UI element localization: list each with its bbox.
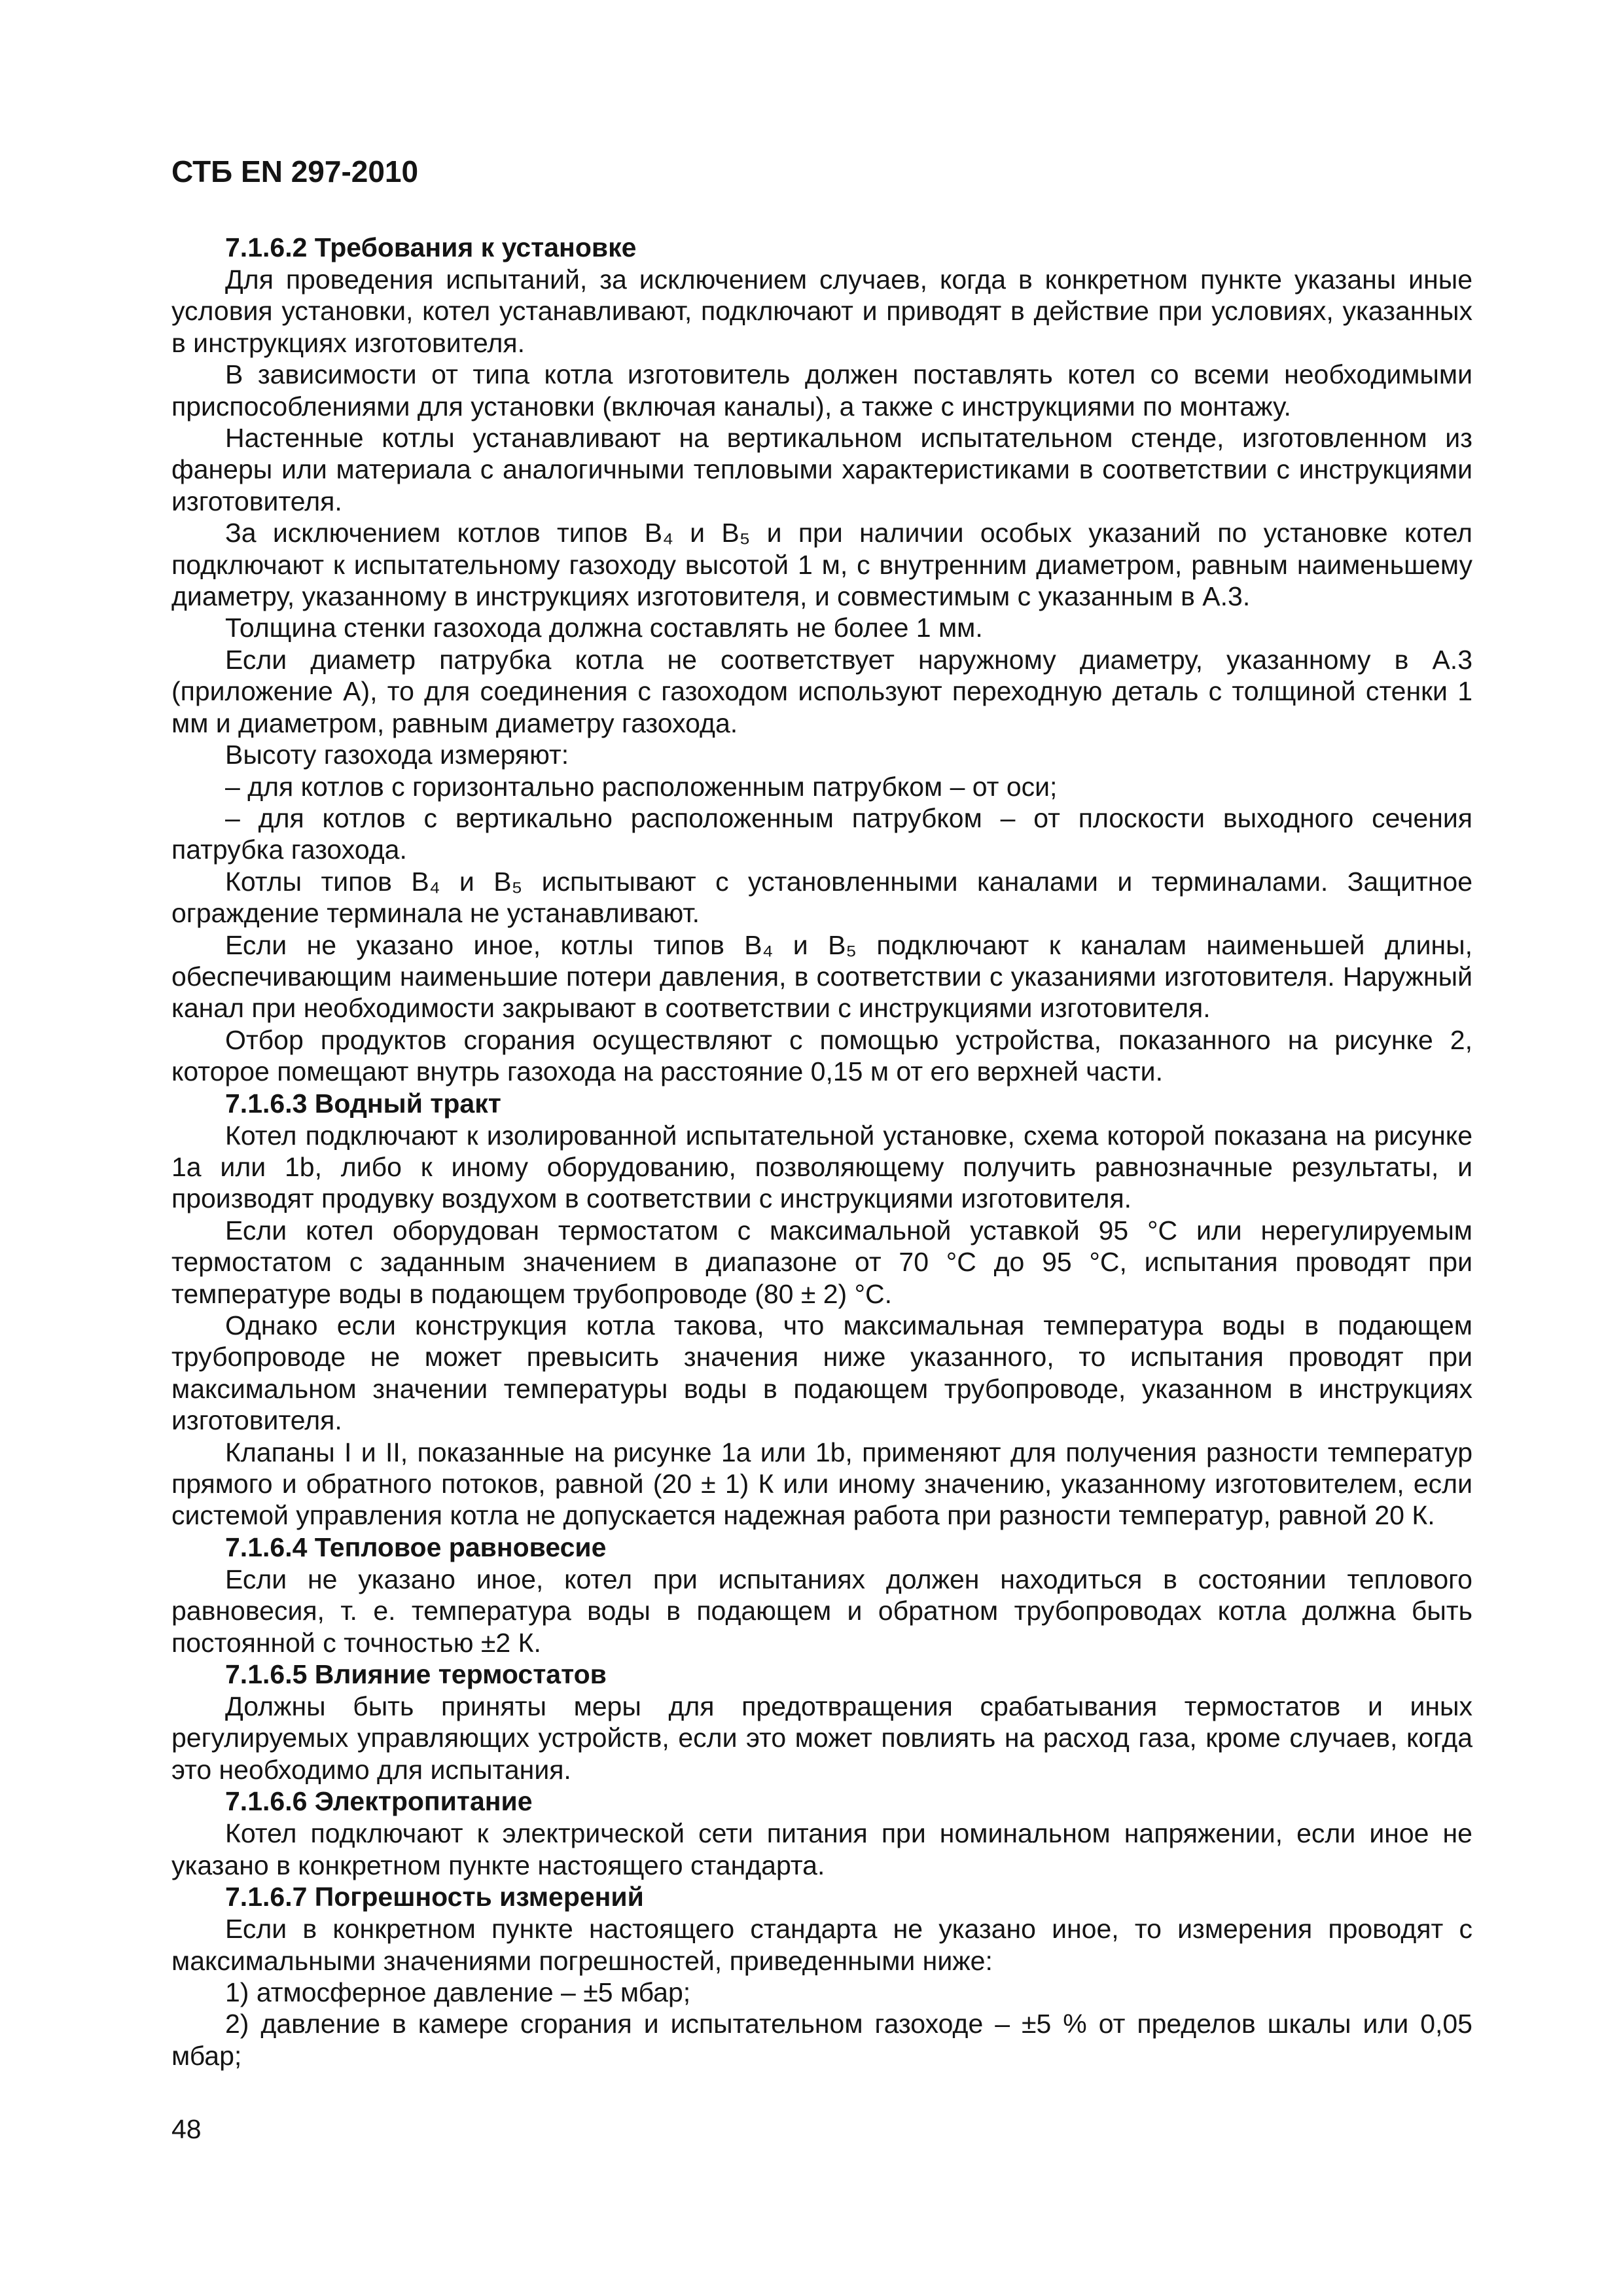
paragraph: В зависимости от типа котла изготовитель должен поставлять котел со всеми необходимыми приспособлениями для установки (включая каналы), а также с инструкциями по монтажу.	[171, 359, 1472, 422]
document-code-header: СТБ EN 297-2010	[171, 154, 419, 188]
document-body	[171, 232, 1472, 2072]
paragraph: За исключением котлов типов B₄ и B₅ и при наличии особых указаний по установке котел подключают к испытательному газоходу высотой 1 м, с внутренним диаметром, равным наименьшему диаметру, указанному в инструкциях изготовителя, и совместимым с указанным в А.3.	[171, 518, 1472, 612]
list-item: 2) давление в камере сгорания и испытательном газоходе – ±5 % от пределов шкалы или 0,05 мбар;	[171, 2009, 1472, 2071]
section-heading: 7.1.6.6 Электропитание	[225, 1786, 533, 1817]
paragraph: Котел подключают к изолированной испытательной установке, схема которой показана на рисунке 1a или 1b, либо к иному оборудованию, позволяющему получить равнозначные результаты, и производят продувку воздухом в соответствии с инструкциями изготовителя.	[171, 1120, 1472, 1214]
page-number: 48	[171, 2114, 202, 2144]
section-heading: 7.1.6.7 Погрешность измерений	[225, 1882, 644, 1912]
section-7-1-6-5	[171, 1659, 1472, 1785]
list-item: – для котлов с горизонтально расположенным патрубком – от оси;	[225, 771, 1058, 802]
paragraph: Толщина стенки газохода должна составлять не более 1 мм.	[225, 613, 983, 643]
paragraph: Если диаметр патрубка котла не соответствует наружному диаметру, указанному в А.3 (приложение А), то для соединения с газоходом используют переходную деталь с толщиной стенки 1 мм и диаметром, равным диаметру газохода.	[171, 644, 1472, 738]
section-heading: 7.1.6.4 Тепловое равновесие	[225, 1532, 607, 1562]
paragraph: Для проведения испытаний, за исключением случаев, когда в конкретном пункте указаны иные условия установки, котел устанавливают, подключают и приводят в действие при условиях, указанных в инструкциях изготовителя.	[171, 264, 1472, 358]
section-7-1-6-3	[171, 1088, 1472, 1532]
section-7-1-6-2	[171, 232, 1472, 1088]
paragraph: Котел подключают к электрической сети питания при номинальном напряжении, если иное не указано в конкретном пункте настоящего стандарта.	[171, 1818, 1472, 1880]
section-heading: 7.1.6.2 Требования к установке	[225, 232, 637, 262]
paragraph: Если в конкретном пункте настоящего стандарта не указано иное, то измерения проводят с максимальными значениями погрешностей, приведенными ниже:	[171, 1914, 1472, 1976]
paragraph: Если котел оборудован термостатом с максимальной уставкой 95 °С или нерегулируемым термостатом с заданным значением в диапазоне от 70 °С до 95 °С, испытания проводят при температуре воды в подающем трубопроводе (80 ± 2) °С.	[171, 1215, 1472, 1309]
paragraph: Должны быть приняты меры для предотвращения срабатывания термостатов и иных регулируемых управляющих устройств, если это может повлиять на расход газа, кроме случаев, когда это необходимо для испытания.	[171, 1691, 1472, 1785]
paragraph: Настенные котлы устанавливают на вертикальном испытательном стенде, изготовленном из фанеры или материала с аналогичными тепловыми характеристиками в соответствии с инструкциями изготовителя.	[171, 423, 1472, 516]
section-7-1-6-4	[171, 1532, 1472, 1659]
paragraph: Клапаны I и II, показанные на рисунке 1a или 1b, применяют для получения разности температур прямого и обратного потоков, равной (20 ± 1) К или иному значению, указанному изготовителем, если системой управления котла не допускается надежная работа при разности температур, равной 20 К.	[171, 1437, 1472, 1531]
section-heading: 7.1.6.5 Влияние термостатов	[225, 1659, 607, 1690]
section-7-1-6-6	[171, 1785, 1472, 1881]
list-item: – для котлов с вертикально расположенным патрубком – от плоскости выходного сечения патрубка газохода.	[171, 802, 1472, 865]
paragraph: Однако если конструкция котла такова, что максимальная температура воды в подающем трубопроводе не может превысить значения ниже указанного, то испытания проводят при максимальном значении температуры воды в подающем трубопроводе, указанном в инструкциях изготовителя.	[171, 1310, 1472, 1436]
paragraph: Отбор продуктов сгорания осуществляют с помощью устройства, показанного на рисунке 2, которое помещают внутрь газохода на расстояние 0,15 м от его верхней части.	[171, 1024, 1472, 1087]
paragraph: Если не указано иное, котел при испытаниях должен находиться в состоянии теплового равновесия, т. е. температура воды в подающем и обратном трубопроводах котла должна быть постоянной с точностью ±2 К.	[171, 1564, 1472, 1658]
paragraph: Котлы типов B₄ и B₅ испытывают с установленными каналами и терминалами. Защитное ограждение терминала не устанавливают.	[171, 866, 1472, 929]
paragraph: Высоту газохода измеряют:	[225, 740, 569, 770]
section-7-1-6-7	[171, 1881, 1472, 2072]
section-heading: 7.1.6.3 Водный тракт	[225, 1088, 501, 1119]
paragraph: Если не указано иное, котлы типов B₄ и B₅ подключают к каналам наименьшей длины, обеспечивающим наименьшие потери давления, в соответствии с указаниями изготовителя. Наружный канал при необходимости закрывают в соответствии с инструкциями изготовителя.	[171, 929, 1472, 1024]
list-item: 1) атмосферное давление – ±5 мбар;	[225, 1977, 691, 2007]
